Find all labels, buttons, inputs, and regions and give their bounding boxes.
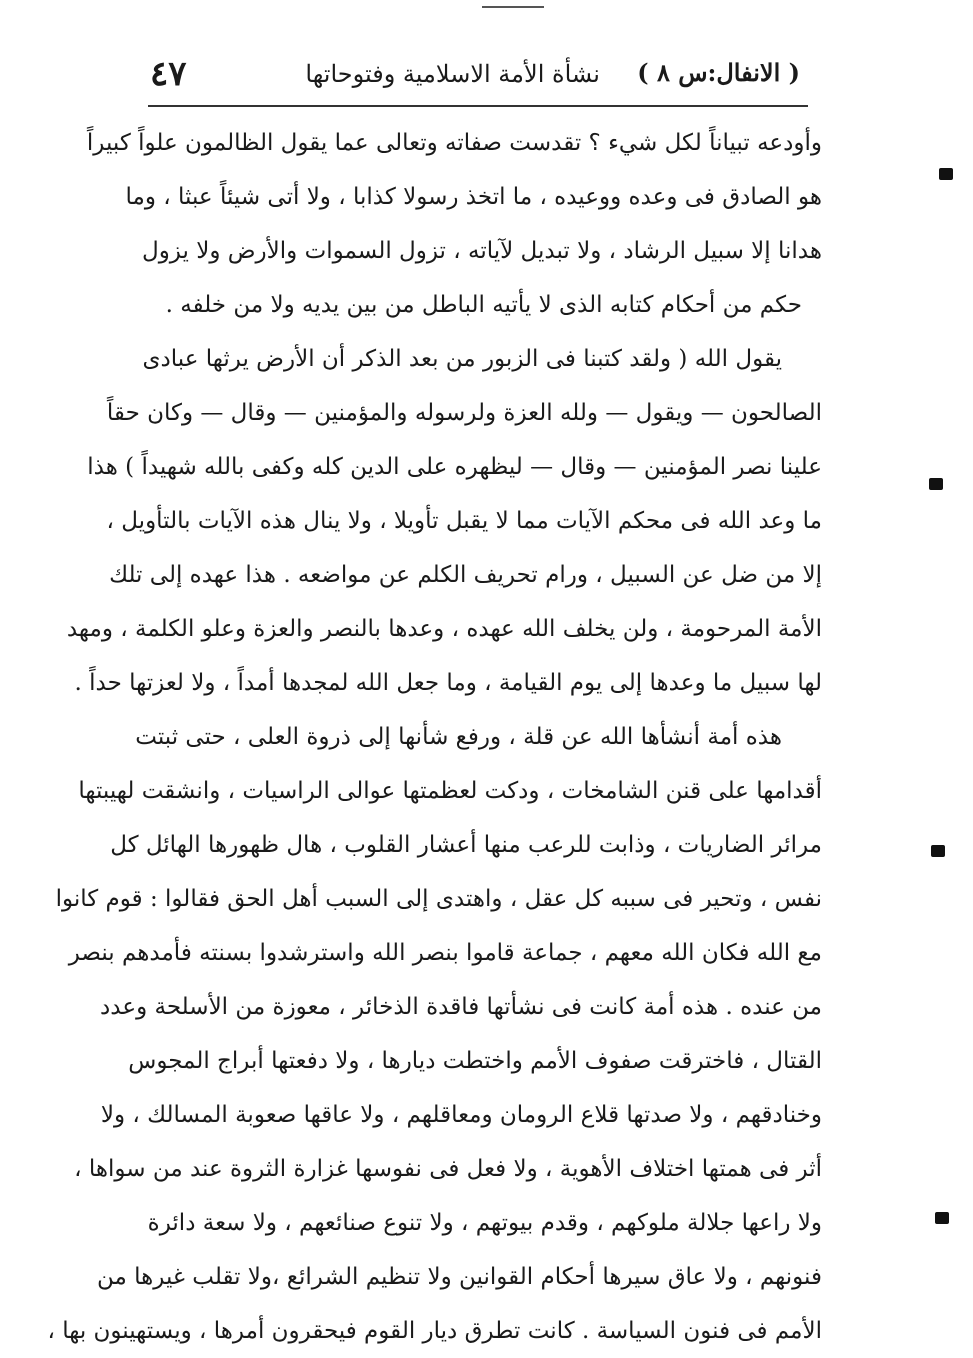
text-line: مع الله فكان الله معهم ، جماعة قاموا بنصر الله واسترشدوا بسنته فأمدهم بنصر [68, 940, 822, 966]
text-line: وأودعه تبياناً لكل شيء ؟ تقدست صفاته وتعالى عما يقول الظالمون علواً كبيراً [86, 130, 822, 156]
text-line: الأمة المرحومة ، ولن يخلف الله عهده ، وعدها بالنصر والعزة وعلو الكلمة ، ومهد [66, 616, 822, 642]
header-rule [148, 105, 808, 107]
text-line: يقول الله ( ولقد كتبنا فى الزبور من بعد الذكر أن الأرض يرثها عبادى [142, 346, 782, 372]
text-line: حكم من أحكام كتابه الذى لا يأتيه الباطل من بين يديه ولا من خلفه . [165, 292, 802, 318]
binding-hole-mark [931, 845, 945, 857]
binding-hole-mark [929, 478, 943, 490]
text-line: إلا من ضل عن السبيل ، ورام تحريف الكلم عن مواضعه . هذا عهده إلى تلك [109, 562, 822, 588]
text-line: هو الصادق فى وعده ووعيده ، ما اتخذ رسولا كذابا ، ولا أتى شيئاً عبثا ، وما [125, 184, 822, 210]
text-line: الأمم فى فنون السياسة . كانت تطرق ديار القوم فيحقرون أمرها ، ويستهينون بها ، [47, 1318, 822, 1344]
text-line: وخنادقهم ، ولا صدتها قلاع الرومان ومعاقلهم ، ولا عاقها صعوبة المسالك ، ولا [100, 1102, 822, 1128]
running-title: نشأة الأمة الاسلامية وفتوحاتها [305, 60, 600, 88]
text-line: مرائر الضاريات ، وذابت للرعب منها أعشار القلوب ، هال ظهورها الهائل كل [110, 832, 822, 858]
text-line: هذه أمة أنشأها الله عن قلة ، ورفع شأنها إلى ذروة العلى ، حتى ثبتت [135, 724, 782, 750]
text-line: ولا راعها جلالة ملوكهم ، وقدم بيوتهم ، ولا تنوع صنائعهم ، ولا سعة دائرة [147, 1210, 822, 1236]
text-line: القتال ، فاخترقت صفوف الأمم واختطت ديارها ، ولا دفعتها أبراج المجوس [128, 1048, 822, 1074]
text-line: ما وعد الله فى محكم الآيات مما لا يقبل تأويلا ، ولا ينال هذه الآيات بالتأويل ، [106, 508, 822, 534]
text-line: علينا نصر المؤمنين — وقال — ليظهره على الدين كله وكفى بالله شهيداً ) هذا [87, 454, 822, 480]
text-line: فنونهم ، ولا عاق سيرها أحكام القوانين ولا تنظيم الشرائع ،ولا تقلب غيرها من [97, 1264, 822, 1290]
text-line: من عنده . هذه أمة كانت فى نشأتها فاقدة الذخائر ، معوزة من الأسلحة وعدد [100, 994, 822, 1020]
page-header [150, 52, 800, 102]
text-line: أقدامها على قنن الشامخات ، ودكت لعظمتها عوالى الراسيات ، وانشقت لهيبتها [78, 778, 822, 804]
text-line: نفس ، وتحير فى سببه كل عقل ، واهتدى إلى السبب أهل الحق فقالوا : قوم كانوا [55, 886, 822, 912]
top-edge-rule [482, 6, 544, 8]
binding-hole-mark [939, 168, 953, 180]
text-line: لها سبيل ما وعدها إلى يوم القيامة ، وما جعل الله لمجدها أمداً ، ولا لعزتها حداً . [74, 670, 822, 696]
text-line: هدانا إلا سبيل الرشاد ، ولا تبديل لآياته ، تزول السموات والأرض ولا يزول [141, 238, 822, 264]
surah-reference: ( الانفال:س ٨ ) [637, 58, 800, 87]
binding-hole-mark [935, 1212, 949, 1224]
text-line: أثر فى همتها اختلاف الأهوية ، ولا فعل فى نفوسها غزارة الثروة عند من سواها ، [74, 1156, 822, 1182]
text-line: الصالحون — ويقول — ولله العزة ولرسوله والمؤمنين — وقال — وكان حقاً [106, 400, 822, 426]
page-number: ٤٧ [150, 54, 187, 94]
body-text [47, 116, 822, 1358]
